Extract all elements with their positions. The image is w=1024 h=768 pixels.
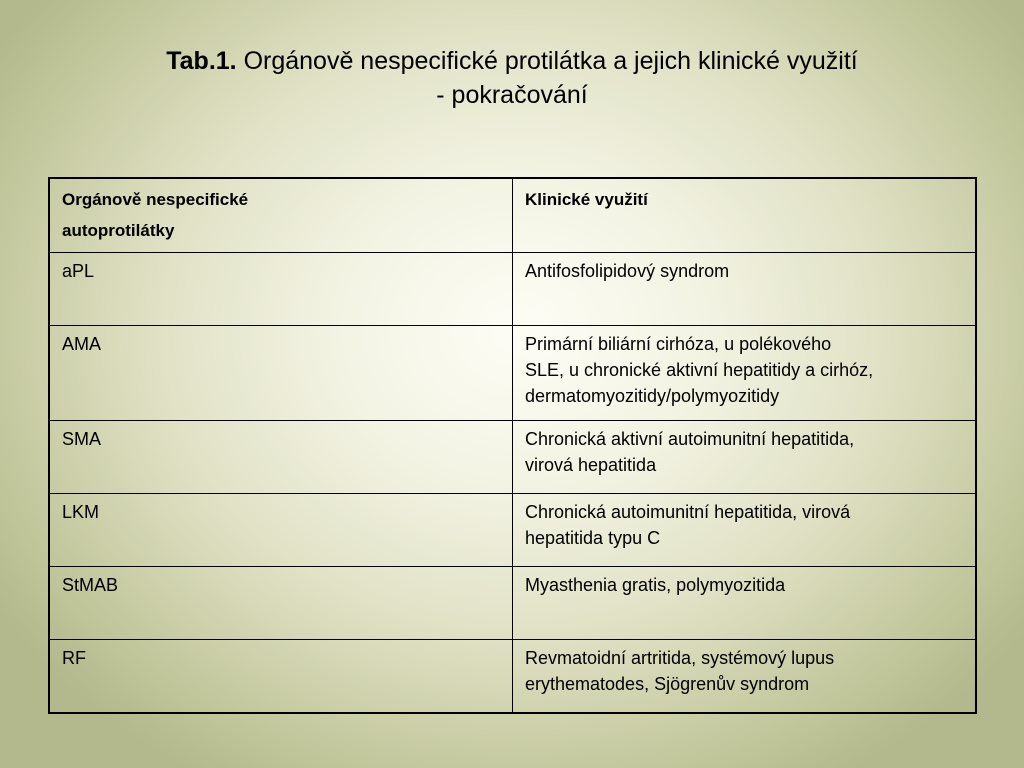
clinical-use-line: virová hepatitida — [525, 455, 657, 475]
clinical-use-cell: Antifosfolipidový syndrom — [513, 253, 977, 326]
table-number: Tab.1. — [166, 47, 237, 75]
slide-title — [0, 44, 1024, 112]
clinical-use-cell — [513, 421, 977, 494]
antibody-cell: AMA — [49, 326, 513, 421]
clinical-use-line: Chronická aktivní autoimunitní hepatitida, — [525, 429, 855, 449]
clinical-use-cell — [513, 326, 977, 421]
antibody-cell: LKM — [49, 494, 513, 567]
antibody-cell: aPL — [49, 253, 513, 326]
title-text: Orgánově nespecifické protilátka a jejich klinické využití — [236, 47, 858, 75]
clinical-use-line: SLE, u chronické aktivní hepatitidy a cirhóz, — [525, 360, 874, 380]
header-antibodies-line-2: autoprotilátky — [62, 221, 175, 240]
table-row — [49, 421, 976, 494]
table-row — [49, 640, 976, 714]
clinical-use-line: erythematodes, Sjögrenův syndrom — [525, 674, 810, 694]
antibody-cell: SMA — [49, 421, 513, 494]
clinical-use-line: Chronická autoimunitní hepatitida, virová — [525, 502, 851, 522]
slide-title-line-2: - pokračování — [436, 81, 588, 109]
clinical-use-cell: Myasthenia gratis, polymyozitida — [513, 567, 977, 640]
header-antibodies-line-1: Orgánově nespecifické — [62, 190, 249, 209]
table-row — [49, 494, 976, 567]
clinical-use-cell — [513, 640, 977, 714]
clinical-use-line: Primární biliární cirhóza, u polékového — [525, 334, 832, 354]
table-row — [49, 326, 976, 421]
header-cell-antibodies — [49, 178, 513, 253]
clinical-use-cell — [513, 494, 977, 567]
clinical-use-line: dermatomyozitidy/polymyozitidy — [525, 386, 780, 406]
table-row — [49, 567, 976, 640]
clinical-use-line: Revmatoidní artritida, systémový lupus — [525, 648, 835, 668]
clinical-use-line: hepatitida typu C — [525, 528, 661, 548]
header-cell-clinical-use: Klinické využití — [513, 178, 977, 253]
antibody-cell: StMAB — [49, 567, 513, 640]
table-row — [49, 253, 976, 326]
antibody-cell: RF — [49, 640, 513, 714]
slide-title-line-1 — [0, 44, 1024, 78]
table-header-row — [49, 178, 976, 253]
antibody-table — [48, 177, 977, 714]
